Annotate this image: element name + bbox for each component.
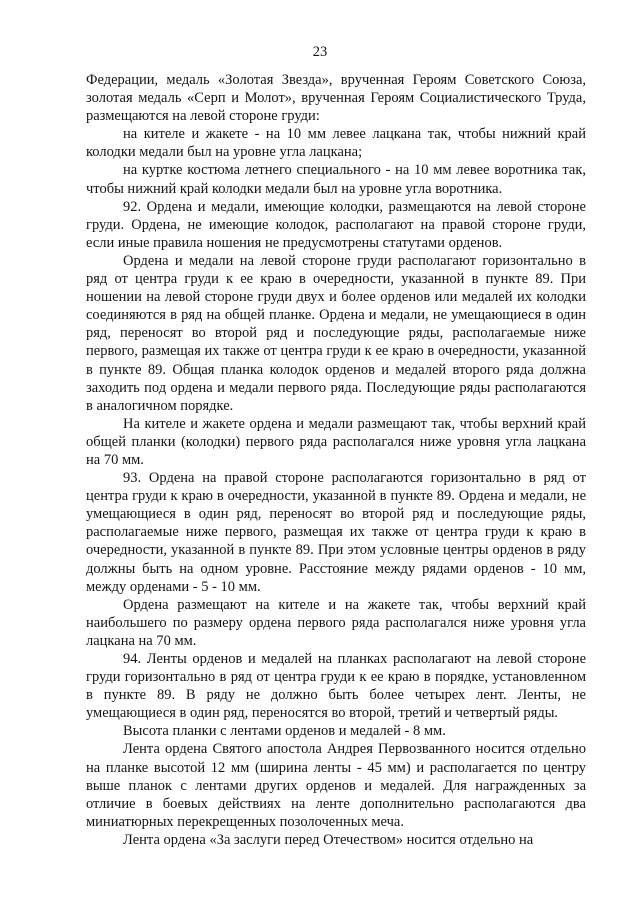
paragraph: 94. Ленты орденов и медалей на планках располагают на левой стороне груди горизонтально в ряд от центра груди к ее краю в порядке, установленном в пункте 89. В ряду не должно быть более четырех лент. Ленты, не умещающиеся в один ряд, переносятся во второй, третий и четвертый ряды. (86, 651, 586, 722)
paragraph: 93. Ордена на правой стороне располагаются горизонтально в ряд от центра груди к краю в очередности, указанной в пункте 89. Ордена и медали, не умещающиеся в один ряд, переносят во второй ряд и последующие ряды, располагаемые ниже первого, размещая их также от центра груди к краю в очередности, указанной в пункте 89. При этом условные центры орденов в ряду должны быть на одном уровне. Расстояние между рядами орденов - 10 мм, между орденами - 5 - 10 мм. (86, 470, 586, 595)
paragraph: на кителе и жакете - на 10 мм левее лацкана так, чтобы нижний край колодки медали был на уровне угла лацкана; (86, 126, 586, 161)
paragraph: Высота планки с лентами орденов и медалей - 8 мм. (123, 723, 446, 740)
paragraph: Федерации, медаль «Золотая Звезда», врученная Героям Советского Союза, золотая медаль «Серп и Молот», врученная Героям Социалистического Труда, размещаются на левой стороне груди: (86, 72, 586, 125)
paragraph: 92. Ордена и медали, имеющие колодки, размещаются на левой стороне груди. Ордена, не имеющие колодок, располагают на правой стороне груди, если иные правила ношения не предусмотрены статутами орденов. (86, 198, 586, 251)
paragraph: на куртке костюма летнего специального - на 10 мм левее воротника так, чтобы нижний край колодки медали был на уровне угла воротника. (86, 162, 586, 197)
paragraph: На кителе и жакете ордена и медали размещают так, чтобы верхний край общей планки (колодки) первого ряда располагался ниже уровня угла лацкана на 70 мм. (86, 415, 586, 468)
paragraph: Лента ордена Святого апостола Андрея Первозванного носится отдельно на планке высотой 12 мм (ширина ленты - 45 мм) и располагается по центру выше планок с лентами других орденов и медалей. Для награжденных за отличие в боевых действиях на ленте дополнительно располагаются два миниатюрных перекрещенных позолоченных меча. (86, 741, 586, 830)
page-number: 23 (312, 44, 328, 60)
document-body (86, 71, 586, 849)
paragraph: Ордена и медали на левой стороне груди располагают горизонтально в ряд от центра груди к ее краю в очередности, указанной в пункте 89. При ношении на левой стороне груди двух и более орденов или медалей их колодки соединяются в ряд на общей планке. Ордена и медали, не умещающиеся в один ряд, переносят во второй ряд и последующие ряды, располагаемые ниже первого, размещая их также от центра груди к ее краю в очередности, указанной в пункте 89. Общая планка колодок орденов и медалей второго ряда должна заходить под ордена и медали первого ряда. Последующие ряды располагаются в аналогичном порядке. (86, 252, 586, 414)
paragraph: Лента ордена «За заслуги перед Отечеством» носится отдельно на (123, 831, 534, 848)
paragraph: Ордена размещают на кителе и на жакете так, чтобы верхний край наибольшего по размеру ордена первого ряда располагался ниже уровня угла лацкана на 70 мм. (86, 596, 586, 649)
